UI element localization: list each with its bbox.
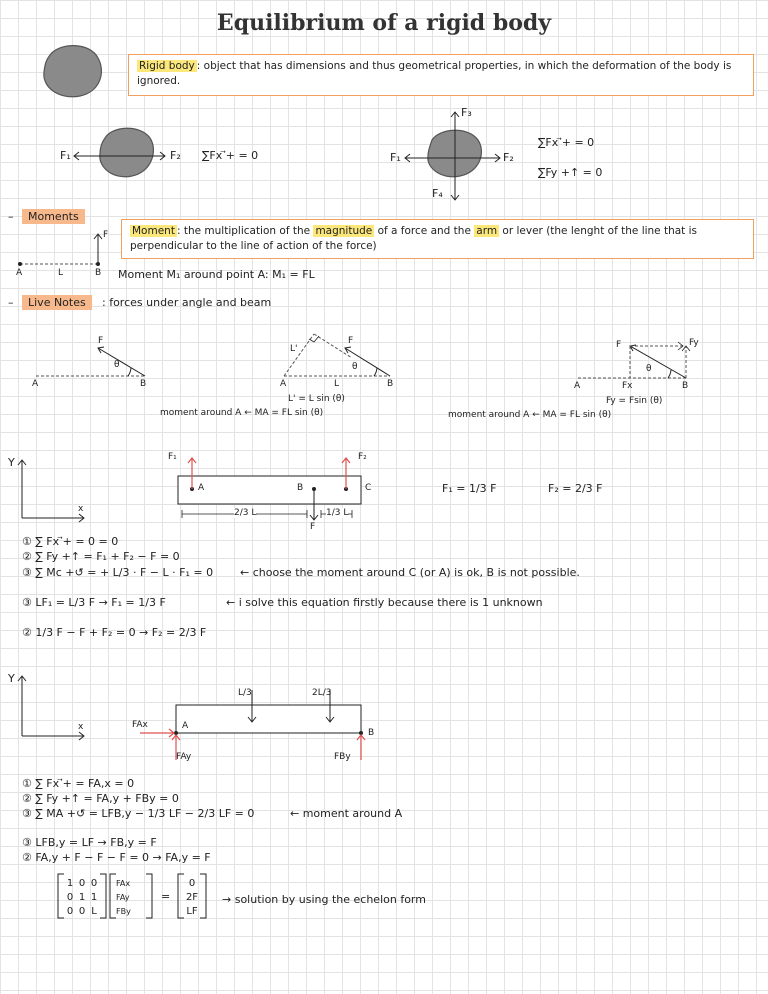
- beam2-y: Y: [8, 672, 15, 685]
- fig2-eq1: ∑Fx ⃗+ = 0: [538, 136, 595, 149]
- moment-label-a: A: [16, 268, 23, 278]
- beam1-eq4: ③ LF₁ = L/3 F → F₁ = 1/3 F: [22, 596, 166, 609]
- beam2-note3: ← moment around A: [290, 807, 403, 820]
- beam1-note4: ← i solve this equation firstly because there is 1 unknown: [226, 596, 543, 609]
- matrix-row: 0 0 L: [66, 906, 97, 917]
- matrix-row: 1 0 0: [66, 878, 98, 889]
- coefficient-matrix: [64, 877, 100, 919]
- d3-eq2: moment around A ← MA = FL sin (θ): [448, 410, 612, 420]
- d3-eq1: Fy = Fsin (θ): [606, 396, 663, 406]
- beam1-eq1: ① ∑ Fx ⃗+ = 0 = 0: [22, 535, 119, 548]
- moment-label-l: L: [58, 268, 64, 278]
- matrix-note: → solution by using the echelon form: [222, 893, 426, 906]
- beam2-x: x: [78, 722, 84, 732]
- rigid-body-shape: [44, 46, 102, 97]
- d1-a: A: [32, 379, 39, 389]
- moment-label-f: F: [103, 230, 109, 240]
- matrix-row: 0 1 1: [66, 892, 98, 903]
- moment-arm: arm: [476, 225, 498, 237]
- beam1-f2: F₂: [358, 452, 367, 462]
- beam1-y: Y: [8, 456, 15, 469]
- beam2-fax: FAx: [132, 720, 148, 730]
- beam2-fby: FBy: [334, 752, 351, 762]
- live-notes-dash: –: [8, 296, 14, 309]
- beam1-res2: F₂ = 2/3 F: [548, 482, 603, 495]
- d3-a: A: [574, 381, 581, 391]
- d3-theta: θ: [646, 364, 652, 374]
- d3-fx: Fx: [622, 381, 633, 391]
- moments-heading: Moments: [22, 209, 85, 224]
- moment-def-3: or lever (the lenght of the line that is perpendicular to the line of action of the force): [130, 225, 698, 252]
- d1-theta: θ: [114, 360, 120, 370]
- moment-magnitude: magnitude: [315, 225, 373, 237]
- beam2-l3: L/3: [238, 688, 252, 698]
- moment-caption: Moment M₁ around point A: M₁ = FL: [118, 268, 315, 281]
- fig1-eq: ∑Fx ⃗+ = 0: [202, 149, 259, 162]
- fig2-f4: F₄: [432, 187, 443, 200]
- rhs-item: 2F: [185, 892, 199, 903]
- d2-a: A: [280, 379, 287, 389]
- beam2-fay: FAy: [176, 752, 192, 762]
- beam1-f: F: [310, 522, 316, 532]
- fig1-f1: F₁: [60, 149, 71, 162]
- fig2-f2: F₂: [503, 151, 514, 164]
- beam2-eq3: ③ ∑ MA +↺ = LFB,y − 1/3 LF − 2/3 LF = 0: [22, 807, 255, 820]
- live-notes-subtitle: : forces under angle and beam: [102, 296, 272, 309]
- page-title: Equilibrium of a rigid body: [216, 10, 552, 36]
- beam1-eq2: ② ∑ Fy +↑ = F₁ + F₂ − F = 0: [22, 550, 180, 563]
- fig2-eq2: ∑Fy +↑ = 0: [538, 166, 603, 179]
- beam2-a: A: [182, 721, 189, 731]
- beam1-dim2: 1/3 L: [326, 508, 349, 518]
- beam1-dim1: 2/3 L: [234, 508, 257, 518]
- moment-definition: [121, 219, 754, 259]
- d2-theta: θ: [352, 362, 358, 372]
- moment-label-b: B: [95, 268, 102, 278]
- d1-f: F: [98, 336, 104, 346]
- d2-lp: L': [290, 344, 298, 354]
- rhs-item: 0: [188, 878, 196, 889]
- beam1-a: A: [198, 483, 205, 493]
- matrix-equals: =: [161, 890, 171, 903]
- vec-item: FAy: [116, 893, 130, 902]
- beam1-f1: F₁: [168, 452, 177, 462]
- d3-f: F: [616, 340, 622, 350]
- rigid-body-definition: [128, 54, 754, 96]
- beam1-b: B: [297, 483, 304, 493]
- d2-eq2: moment around A ← MA = FL sin (θ): [160, 408, 324, 418]
- d2-l: L: [334, 379, 340, 389]
- live-notes-heading: Live Notes: [22, 295, 92, 310]
- fig2-f1: F₁: [390, 151, 401, 164]
- fig2-f3: F₃: [461, 106, 472, 119]
- moment-def-1: : the multiplication of the: [176, 225, 311, 237]
- moments-dash: –: [8, 210, 14, 223]
- vec-item: FBy: [116, 907, 131, 916]
- fig1-f2: F₂: [170, 149, 181, 162]
- d2-b: B: [387, 379, 394, 389]
- d3-fy: Fy: [689, 338, 699, 348]
- fig1-blob: [100, 128, 154, 177]
- d2-f: F: [348, 336, 354, 346]
- beam1-eq5: ② 1/3 F − F + F₂ = 0 → F₂ = 2/3 F: [22, 626, 207, 639]
- beam2-eq5: ② FA,y + F − F − F = 0 → FA,y = F: [22, 851, 211, 864]
- vec-item: FAx: [116, 879, 131, 888]
- beam1-x: x: [78, 504, 84, 514]
- d2-eq1: L' = L sin (θ): [288, 394, 345, 404]
- beam1-c: C: [365, 483, 372, 493]
- rhs-vector: [184, 877, 200, 919]
- beam2-rect: [176, 705, 361, 733]
- unknown-vector: [116, 877, 146, 919]
- d1-b: B: [140, 379, 147, 389]
- beam2-eq4: ③ LFB,y = LF → FB,y = F: [22, 836, 157, 849]
- rigid-body-text: : object that has dimensions and thus geometrical properties, in which the deformation of the body is ignored.: [137, 60, 732, 87]
- moment-term: Moment: [132, 225, 175, 237]
- moment-def-2: of a force and the: [377, 225, 471, 237]
- beam2-l23: 2L/3: [312, 688, 332, 698]
- beam2-b: B: [368, 728, 375, 738]
- d3-b: B: [682, 381, 689, 391]
- beam2-eq2: ② ∑ Fy +↑ = FA,y + FBy = 0: [22, 792, 179, 805]
- rigid-body-term: Rigid body: [139, 60, 195, 72]
- beam1-eq3: ③ ∑ Mc +↺ = + L/3 · F − L · F₁ = 0: [22, 566, 214, 579]
- beam1-note3: ← choose the moment around C (or A) is ok, B is not possible.: [240, 566, 580, 579]
- beam1-rect: [178, 476, 361, 504]
- beam2-eq1: ① ∑ Fx ⃗+ = FA,x = 0: [22, 777, 135, 790]
- beam1-res1: F₁ = 1/3 F: [442, 482, 497, 495]
- rhs-item: LF: [186, 906, 198, 917]
